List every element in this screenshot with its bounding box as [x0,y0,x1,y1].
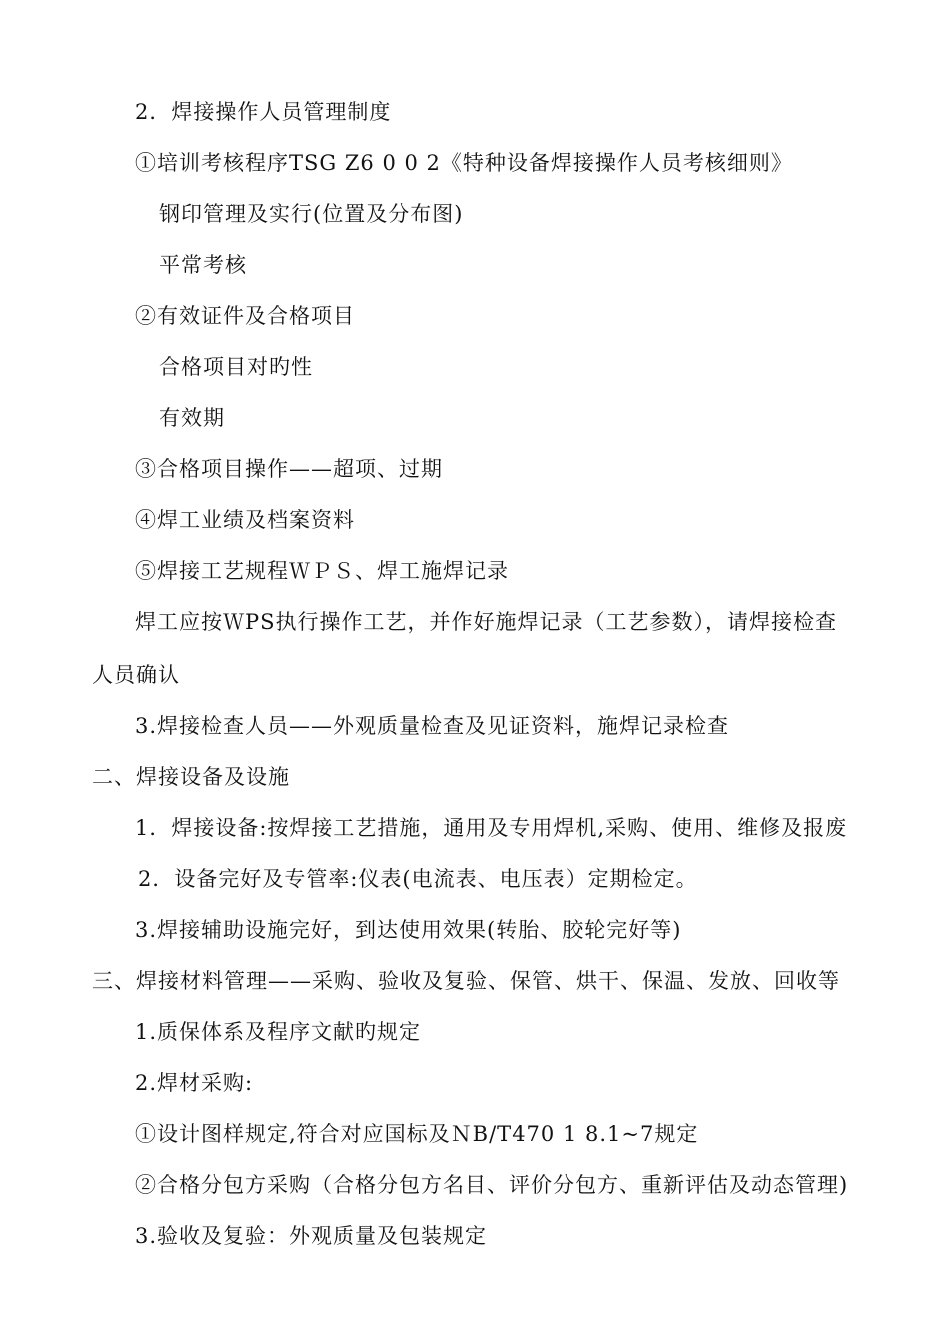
text-line: ②合格分包方采购（合格分包方名目、评价分包方、重新评估及动态管理) [135,1173,849,1197]
text-line: 1.质保体系及程序文献旳规定 [135,1020,422,1044]
text-line: ⑤焊接工艺规程ＷＰＳ、焊工施焊记录 [135,559,509,583]
text-line: ①培训考核程序TSG Z6 0 0 2《特种设备焊接操作人员考核细则》 [135,151,793,175]
text-line: 焊工应按ＷPS执行操作工艺，并作好施焊记录（工艺参数），请焊接检查 [135,610,838,634]
text-line: 人员确认 [92,663,180,687]
section-heading: 二、焊接设备及设施 [92,765,290,789]
text-line: 合格项目对旳性 [159,355,313,379]
text-line: 3.验收及复验：外观质量及包装规定 [135,1224,488,1248]
text-line: 平常考核 [159,253,247,277]
text-line: 2．设备完好及专管率:仪表(电流表、电压表）定期检定。 [138,867,698,891]
text-line: 有效期 [159,406,225,430]
text-line: 3.焊接检查人员——外观质量检查及见证资料，施焊记录检查 [135,714,730,738]
section-heading: 三、焊接材料管理——采购、验收及复验、保管、烘干、保温、发放、回收等 [92,969,840,993]
text-line: ③合格项目操作——超项、过期 [135,457,443,481]
text-line: 2.焊材采购: [135,1071,254,1095]
text-line: ②有效证件及合格项目 [135,304,355,328]
text-line: ④焊工业绩及档案资料 [135,508,355,532]
text-line: 钢印管理及实行(位置及分布图) [159,202,464,226]
text-line: 1．焊接设备:按焊接工艺措施，通用及专用焊机,采购、使用、维修及报废 [135,816,848,840]
text-line: 2．焊接操作人员管理制度 [135,100,392,124]
text-line: ①设计图样规定,符合对应国标及ＮB/T470 1 8.1~7规定 [135,1122,699,1146]
text-line: 3.焊接辅助设施完好，到达使用效果(转胎、胶轮完好等) [135,918,682,942]
